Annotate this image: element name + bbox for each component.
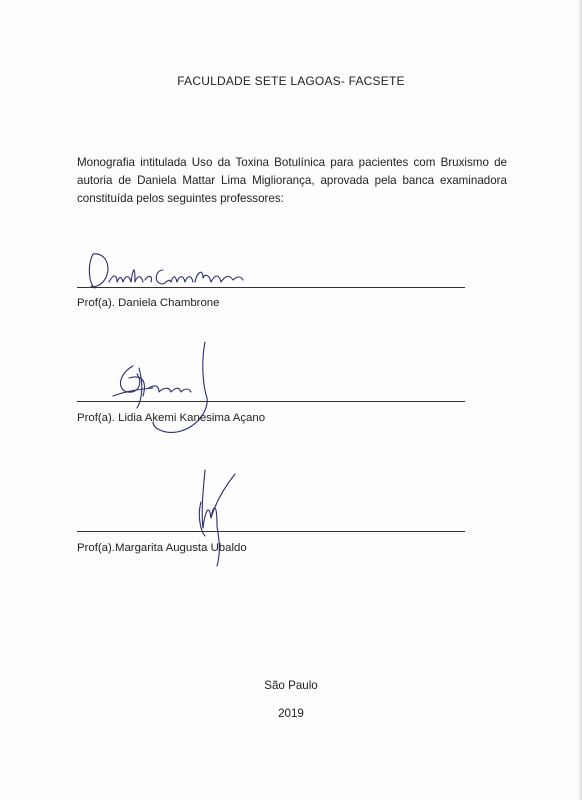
signature-line-3 (77, 531, 465, 532)
signature-line-1 (77, 287, 465, 288)
examiner-name-1: Prof(a). Daniela Chambrone (77, 297, 220, 309)
handwritten-signature-1 (83, 244, 253, 292)
approval-paragraph: Monografia intitulada Uso da Toxina Botulínica para pacientes com Bruxismo de autoria de Daniela Mattar Lima Migliorança, aprovada pela banca examinadora constituída pelos seguintes professores: (77, 156, 507, 205)
signature-block-1 (77, 240, 465, 320)
city-label: São Paulo (264, 679, 318, 692)
signature-block-3 (77, 462, 465, 572)
handwritten-signature-3 (187, 462, 247, 572)
institution-title: FACULDADE SETE LAGOAS- FACSETE (177, 74, 405, 88)
examiner-name-2: Prof(a). Lidia Akemi Kanesima Açano (77, 412, 266, 424)
signature-block-2 (77, 338, 465, 438)
year-label: 2019 (278, 707, 304, 720)
examiner-name-3: Prof(a).Margarita Augusta Ubaldo (77, 542, 247, 554)
signature-line-2 (77, 401, 465, 402)
